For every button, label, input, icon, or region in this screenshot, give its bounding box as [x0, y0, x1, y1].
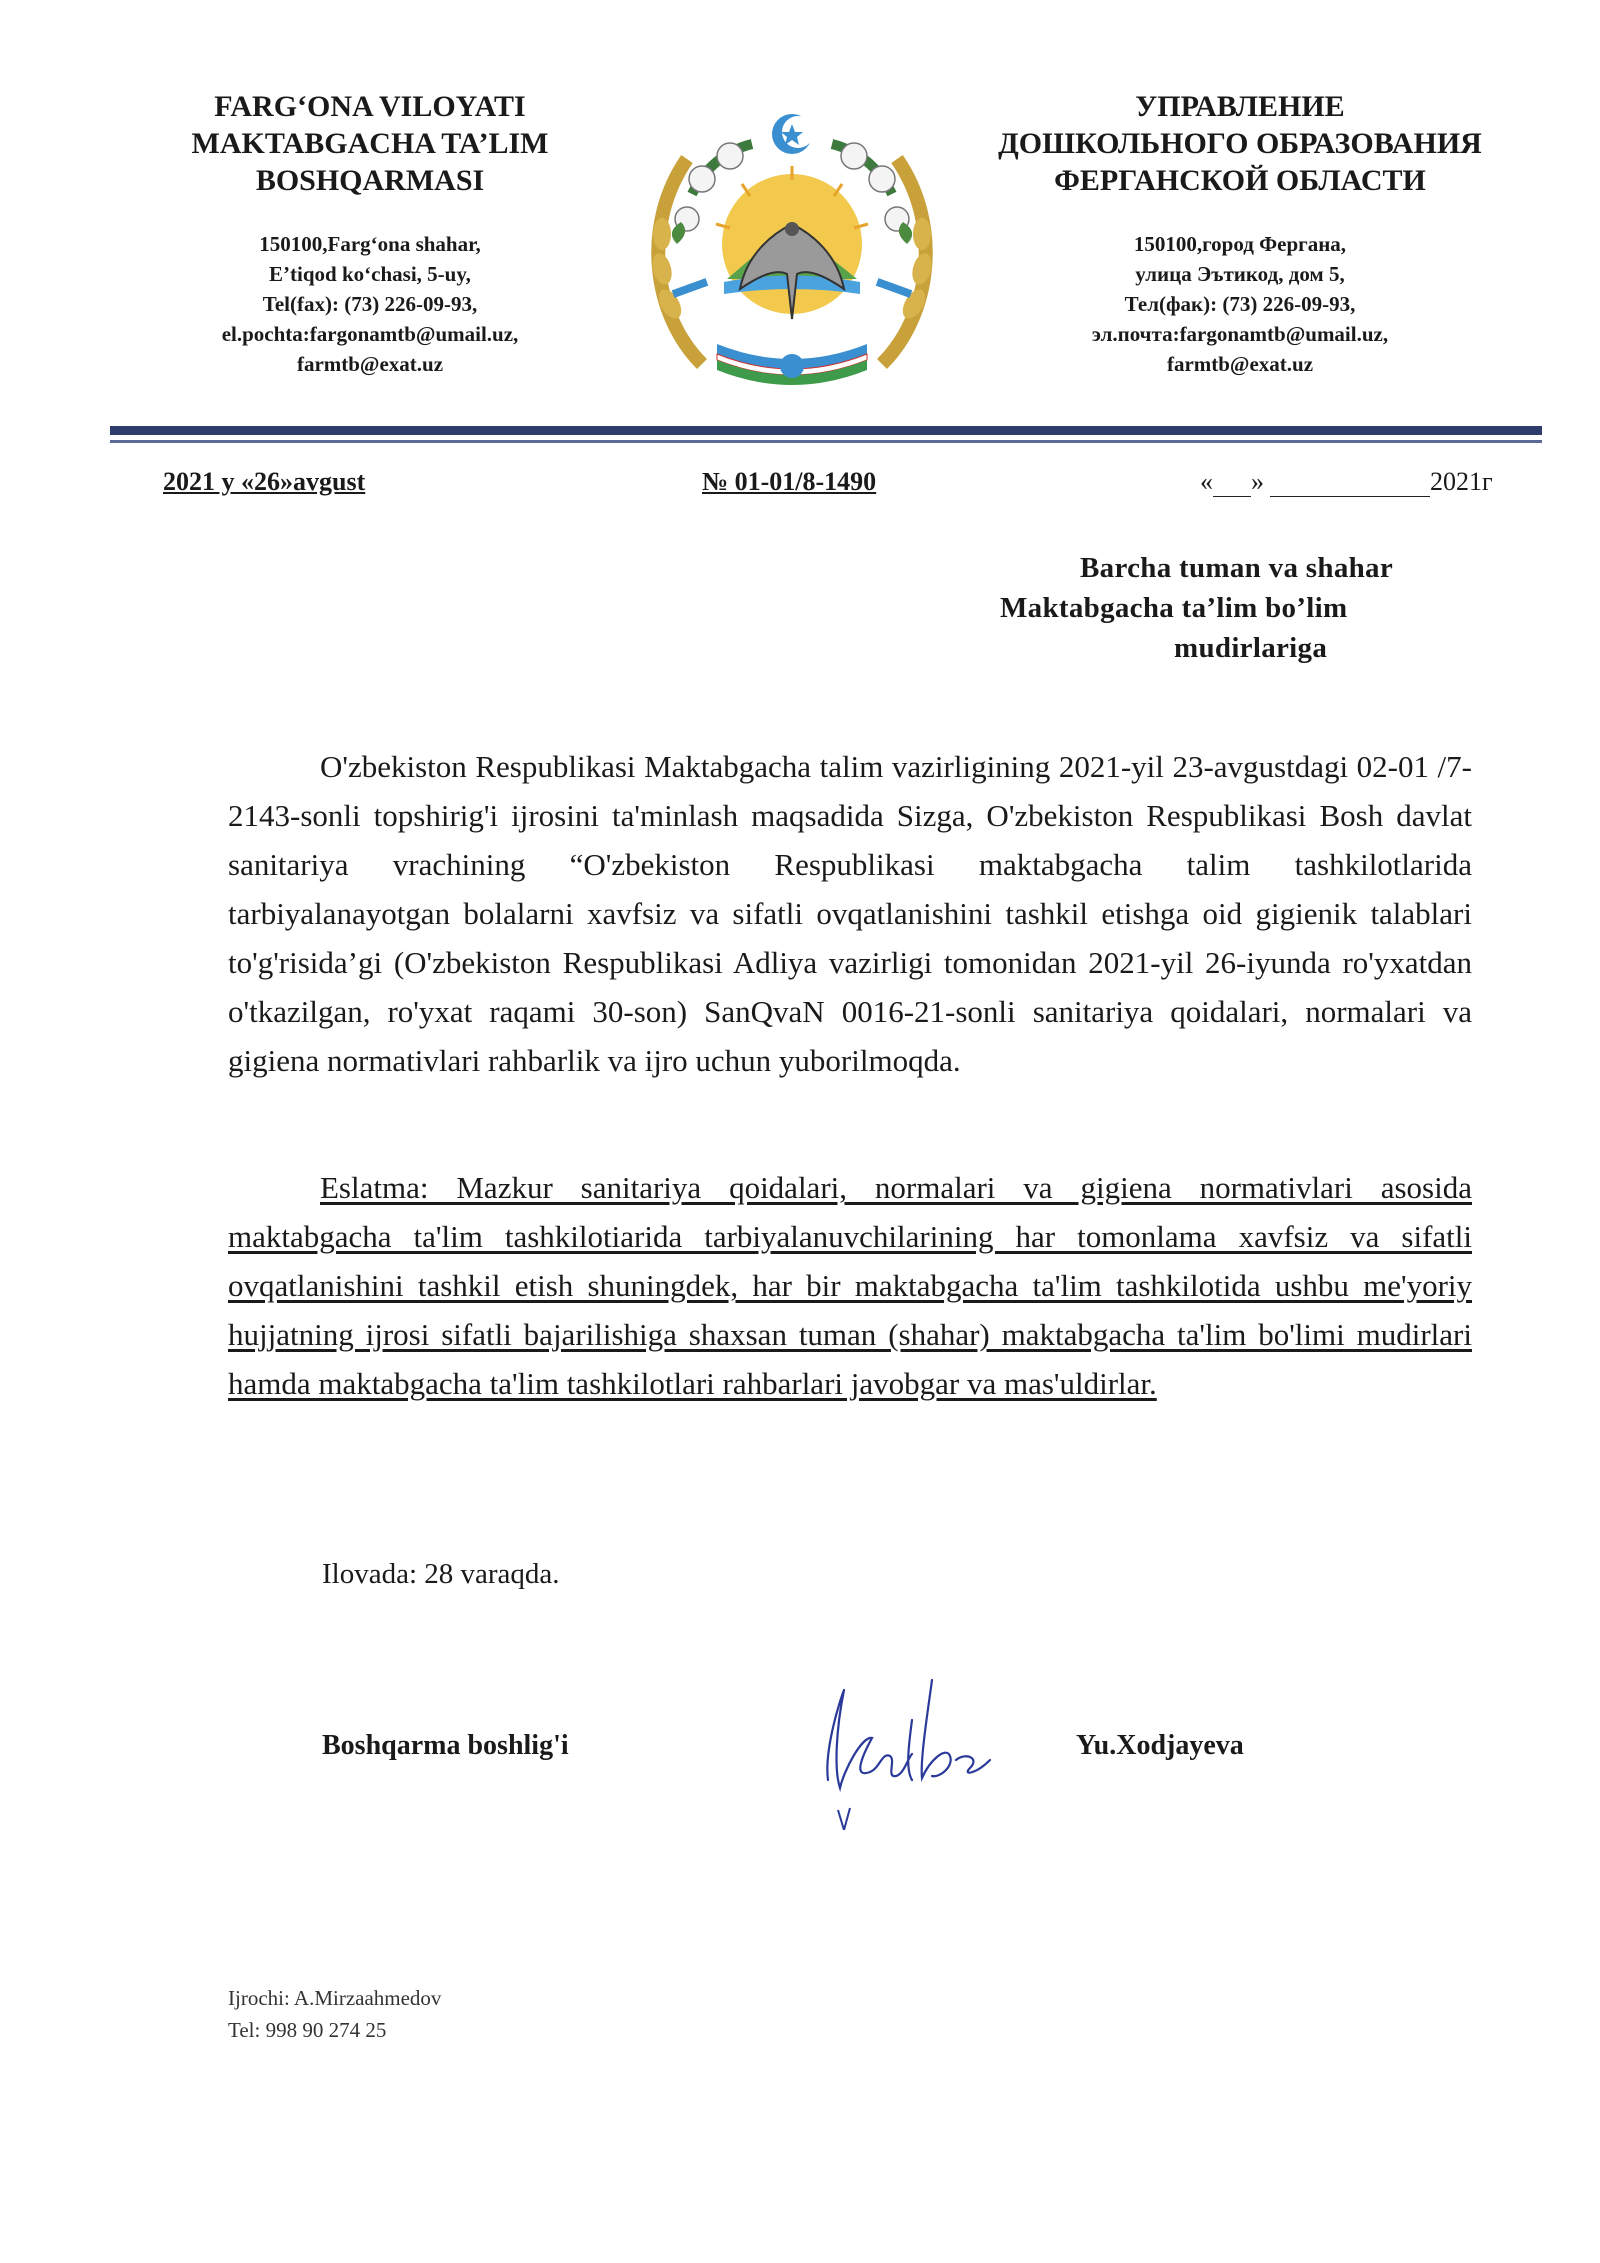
org-address-ru	[960, 229, 1520, 379]
addressee-line: Maktabgacha ta’lim bo’lim	[1000, 592, 1348, 624]
signer-name: Yu.Xodjayeva	[1076, 1730, 1244, 1761]
org-title-ru-line: ФЕРГАНСКОЙ ОБЛАСТИ	[1054, 164, 1426, 197]
body-paragraph: O'zbekiston Respublikasi Maktabgacha talim vazirligining 2021-yil 23-avgustdagi 02-01 /7-2143-sonli topshirig'i ijrosini ta'minlash maqsadida Sizga, O'zbekiston Respublikasi Bosh davlat sanitariya vrachining “O'zbekiston Respublikasi maktabgacha talim tashkilotlarida tarbiyalanayotgan bolalarni xavfsiz va sifatli ovqatlanishini tashkil etishga oid gigienik talablari to'g'risida’gi (O'zbekiston Respublikasi Adliya vazirligi tomonidan 2021-yil 26-iyunda ro'yxatdan o'tkazilgan, ro'yxat raqami 30-son) SanQvaN 0016-21-sonli sanitariya qoidalari, normalari va gigiena normativlari rahbarlik va ijro uchun yuborilmoqda.	[228, 749, 1472, 1078]
note-paragraph	[228, 1163, 1472, 1408]
addressee-line: Barcha tuman va shahar	[1080, 552, 1394, 584]
org-title-uz-line: BOSHQARMASI	[255, 164, 485, 197]
org-header-uz	[120, 88, 620, 379]
org-header-ru	[960, 88, 1520, 379]
org-title-ru-line: ДОШКОЛЬНОГО ОБРАЗОВАНИЯ	[998, 127, 1482, 160]
quote-close: »	[1251, 467, 1264, 496]
performer-name: Ijrochi: A.Mirzaahmedov	[228, 1986, 442, 2010]
org-title-uz	[120, 88, 620, 199]
blank-day-line	[1213, 472, 1251, 497]
letter-date: 2021 y «26»avgust	[163, 467, 366, 496]
signer-position: Boshqarma boshlig'i	[322, 1730, 569, 1761]
org-title-uz-line: FARG‘ONA VILOYATI	[214, 90, 526, 123]
org-title-ru-line: УПРАВЛЕНИЕ	[1135, 90, 1345, 123]
performer-phone: Tel: 998 90 274 25	[228, 2018, 387, 2042]
email-line: el.pochta:fargonamtb@umail.uz,	[221, 322, 519, 346]
coat-of-arms-icon	[632, 104, 952, 394]
blank-month-line	[1270, 472, 1430, 497]
addressee	[1000, 548, 1560, 668]
org-title-uz-line: MAKTABGACHA TA’LIM	[191, 127, 549, 160]
org-address-uz	[120, 229, 620, 379]
reply-date-blank	[1200, 467, 1493, 497]
attachment-note: Ilovada: 28 varaqda.	[322, 1558, 560, 1590]
address-line: 150100,город Фергана,	[1133, 232, 1347, 256]
phone-line: Тел(фак): (73) 226-09-93,	[1124, 292, 1356, 316]
phone-line: Tel(fax): (73) 226-09-93,	[262, 292, 478, 316]
signature-icon	[800, 1660, 1010, 1830]
header-divider-thin	[110, 440, 1542, 443]
address-line: улица Эътикод, дом 5,	[1135, 262, 1345, 286]
email-line: farmtb@exat.uz	[296, 352, 444, 376]
quote-open: «	[1200, 467, 1213, 496]
address-line: 150100,Farg‘ona shahar,	[259, 232, 481, 256]
letter-number: № 01-01/8-1490	[702, 467, 877, 496]
org-title-ru	[960, 88, 1520, 199]
performer-info	[228, 1982, 441, 2046]
header-divider	[110, 426, 1542, 435]
blank-year: 2021г	[1430, 467, 1493, 496]
note-text: Eslatma: Mazkur sanitariya qoidalari, normalari va gigiena normativlari asosida maktabgacha ta'lim tashkilotiarida tarbiyalanuvchilarining har tomonlama xavfsiz va sifatli ovqatlanishini tashkil etish shuningdek, har bir maktabgacha ta'lim tashkilotida ushbu me'yoriy hujjatning ijrosi sifatli bajarilishiga shaxsan tuman (shahar) maktabgacha ta'lim bo'limi mudirlari hamda maktabgacha ta'lim tashkilotlari rahbarlari javobgar va mas'uldirlar.	[228, 1170, 1472, 1401]
address-line: E’tiqod ko‘chasi, 5-uy,	[269, 262, 471, 286]
email-line: эл.почта:fargonamtb@umail.uz,	[1091, 322, 1389, 346]
addressee-line: mudirlariga	[1174, 632, 1328, 664]
email-line: farmtb@exat.uz	[1166, 352, 1314, 376]
